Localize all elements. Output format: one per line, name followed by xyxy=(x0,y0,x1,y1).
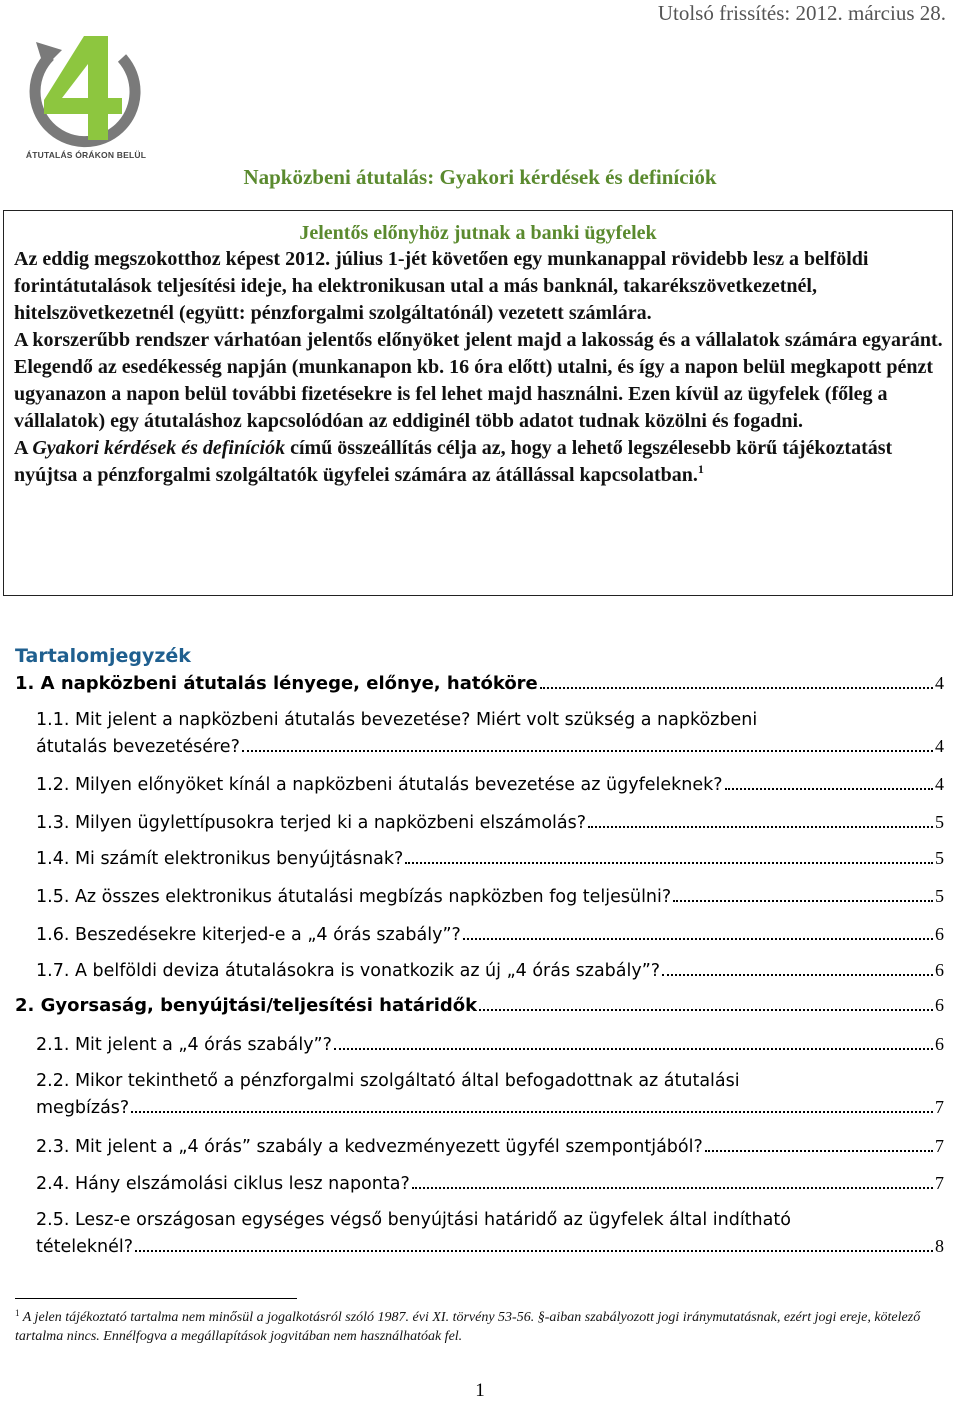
toc-entry[interactable]: 1.6. Beszedésekre kiterjed-e a „4 órás szabály”? 6 xyxy=(36,924,944,945)
intro-italic-title: Gyakori kérdések és definíciók xyxy=(32,437,286,459)
toc-entry[interactable]: 1. A napközbeni átutalás lényege, előnye, hatóköre 4 xyxy=(15,673,944,694)
toc-entry[interactable]: 2.2. Mikor tekinthető a pénzforgalmi szolgáltató által befogadottnak az átutalási megbízás? 7 xyxy=(36,1071,944,1118)
footnote-separator xyxy=(15,1298,297,1299)
intro-paragraph-1: Az eddig megszokotthoz képest 2012. július 1-jét követően egy munkanappal rövidebb lesz a belföldi forintátutalások teljesítési ideje, ha elektronikusan utal a más banknál, takarékszövetkezetnél, hitelszövetkezetnél (együtt: pénzforgalmi szolgáltatónál) vezetett számlára. xyxy=(14,248,869,324)
logo-caption: ÁTUTALÁS ÓRÁKON BELÜL xyxy=(25,150,147,160)
toc-entry[interactable]: 2.5. Lesz-e országosan egységes végső benyújtási határidő az ügyfelek által indítható tételeknél? 8 xyxy=(36,1210,944,1257)
page-number: 1 xyxy=(475,1380,485,1401)
toc-entry[interactable]: 2.1. Mit jelent a „4 órás szabály”? 6 xyxy=(36,1034,944,1055)
toc-entry[interactable]: 1.2. Milyen előnyöket kínál a napközbeni átutalás bevezetése az ügyfeleknek? 4 xyxy=(36,774,944,795)
last-updated-date: Utolsó frissítés: 2012. március 28. xyxy=(657,1,946,25)
document-title: Napközbeni átutalás: Gyakori kérdések és definíciók xyxy=(243,165,717,189)
toc-entry[interactable]: 2.4. Hány elszámolási ciklus lesz naponta? 7 xyxy=(36,1173,944,1194)
toc-entry[interactable]: 1.4. Mi számít elektronikus benyújtásnak? 5 xyxy=(36,848,944,869)
logo-4-icon xyxy=(22,28,150,150)
intro-paragraph-3: A Gyakori kérdések és definíciók című összeállítás célja az, hogy a lehető legszélesebb körű tájékoztatást nyújtsa a pénzforgalmi szolgáltatók ügyfelei számára az átállással kapcsolatban.$^1$ xyxy=(14,437,893,486)
footnote-reference[interactable]: 1 xyxy=(697,462,704,476)
toc-entry[interactable]: 2.3. Mit jelent a „4 órás” szabály a kedvezményezett ügyfél szempontjából? 7 xyxy=(36,1136,944,1157)
toc-entry[interactable]: 1.1. Mit jelent a napközbeni átutalás bevezetése? Miért volt szükség a napközbeni átutalás bevezetésére? 4 xyxy=(36,710,944,757)
footnote-number: 1 xyxy=(15,1308,20,1318)
toc-entry[interactable]: 2. Gyorsaság, benyújtási/teljesítési határidők 6 xyxy=(15,995,944,1016)
toc-entry[interactable]: 1.5. Az összes elektronikus átutalási megbízás napközben fog teljesülni? 5 xyxy=(36,886,944,907)
toc-entry[interactable]: 1.7. A belföldi deviza átutalásokra is vonatkozik az új „4 órás szabály”? 6 xyxy=(36,960,944,981)
toc-title: Tartalomjegyzék xyxy=(15,645,191,667)
footnote xyxy=(15,1308,945,1346)
footnote-text: A jelen tájékoztató tartalma nem minősül a jogalkotásról szóló 1987. évi XI. törvény 53-56. §-aiban szabályozott jogi iránymutatásnak, ezért jogi ereje, kötelező tartalma nincs. Ennélfogva a megállapítások jogvitában nem használhatóak fel. xyxy=(15,1310,921,1344)
intro-paragraph-2: A korszerűbb rendszer várhatóan jelentős előnyöket jelent majd a lakosság és a vállalatok számára egyaránt. Elegendő az esedékesség napján (munkanapon kb. 16 óra előtt) utalni, és így a napon belül megkapott pénzt ugyanazon a napon belül további fizetésekre is fel lehet majd használni. Ezen kívül az ügyfelek (főleg a vállalatok) egy átutaláshoz kapcsolódóan az eddiginél több adatot tudnak közölni és fogadni. xyxy=(14,329,943,432)
intro-box xyxy=(3,210,953,596)
intro-heading: Jelentős előnyhöz jutnak a banki ügyfelek xyxy=(299,222,657,244)
toc-entry[interactable]: 1.3. Milyen ügylettípusokra terjed ki a napközbeni elszámolás? 5 xyxy=(36,812,944,833)
intro-body xyxy=(14,246,944,489)
logo xyxy=(22,28,150,163)
